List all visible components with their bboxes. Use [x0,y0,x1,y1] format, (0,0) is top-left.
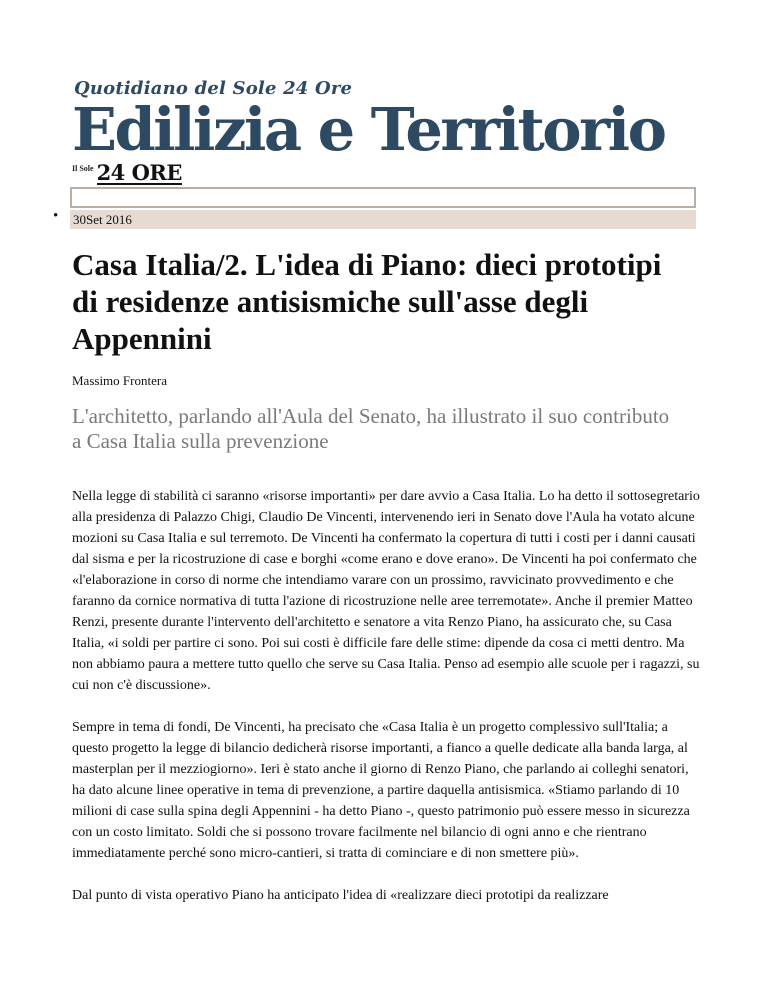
list-bullet: • [53,208,59,224]
search-input[interactable] [70,187,696,208]
masthead-logo-title[interactable]: Edilizia e Territorio [72,95,665,164]
publisher-logo [72,160,182,185]
article-paragraph: Dal punto di vista operativo Piano ha anticipato l'idea di «realizzare dieci prototipi da realizzare [72,888,609,903]
article-author: Massimo Frontera [72,373,167,388]
masthead-tagline: Quotidiano del Sole 24 Ore [74,78,353,99]
publisher-logo-small-text: Il Sole [72,164,94,173]
article-paragraph: Nella legge di stabilità ci saranno «risorse importanti» per dare avvio a Casa Italia. Lo ha detto il sottosegretario alla presidenza di Palazzo Chigi, Claudio De Vincenti, intervenendo ieri in Senato dove l'Aula ha votato alcune mozioni su Casa Italia e sul terremoto. De Vincenti ha confermato la copertura di tutti i costi per i danni causati dal sisma e per la ricostruzione di case e borghi «come erano e dove erano». De Vincenti ha poi confermato che «l'elaborazione in corso di norme che intendiamo varare con un prossimo, ravvicinato provvedimento e che faranno da cornice normativa di tutta l'azione di ricostruzione nelle aree terremotate». Anche il premier Matteo Renzi, presente durante l'intervento dell'architetto e senatore a vita Renzo Piano, ha assicurato che, su Casa Italia, «i soldi per partire ci sono. Poi sui costi è difficile fare delle stime: dipende da cosa ci metti dentro. Ma non abbiamo paura a mettere tutto quello che serve su Casa Italia. Penso ad esempio alle scuole per i ragazzi, su cui non c'è discussione». [72,489,700,693]
publisher-logo-text: 24 ORE [96,160,182,185]
article-body [72,486,702,927]
article-date: 30Set 2016 [70,210,696,229]
article-paragraph: Sempre in tema di fondi, De Vincenti, ha precisato che «Casa Italia è un progetto complessivo sull'Italia; a questo progetto la legge di bilancio dedicherà risorse importanti, a fianco a quelle dedicate alla banda larga, al masterplan per il mezziogiorno». Ieri è stato anche il giorno di Renzo Piano, che parlando ai colleghi senatori, ha dato alcune linee operative in tema di prevenzione, a partire daquella antisismica. «Stiamo parlando di 10 milioni di case sulla spina degli Appennini - ha detto Piano -, questo patrimonio può essere messo in sicurezza con un costo limitato. Soldi che si possono trovare facilmente nel bilancio di ogni anno e che rientrano immediatamente perché sono micro-cantieri, si tratta di cominciare e di non smettere più». [72,720,690,861]
article-subtitle: L'architetto, parlando all'Aula del Senato, ha illustrato il suo contributo a Casa Italia sulla prevenzione [72,404,670,453]
article-headline: Casa Italia/2. L'idea di Piano: dieci prototipi di residenze antisismiche sull'asse degli Appennini [72,247,662,356]
